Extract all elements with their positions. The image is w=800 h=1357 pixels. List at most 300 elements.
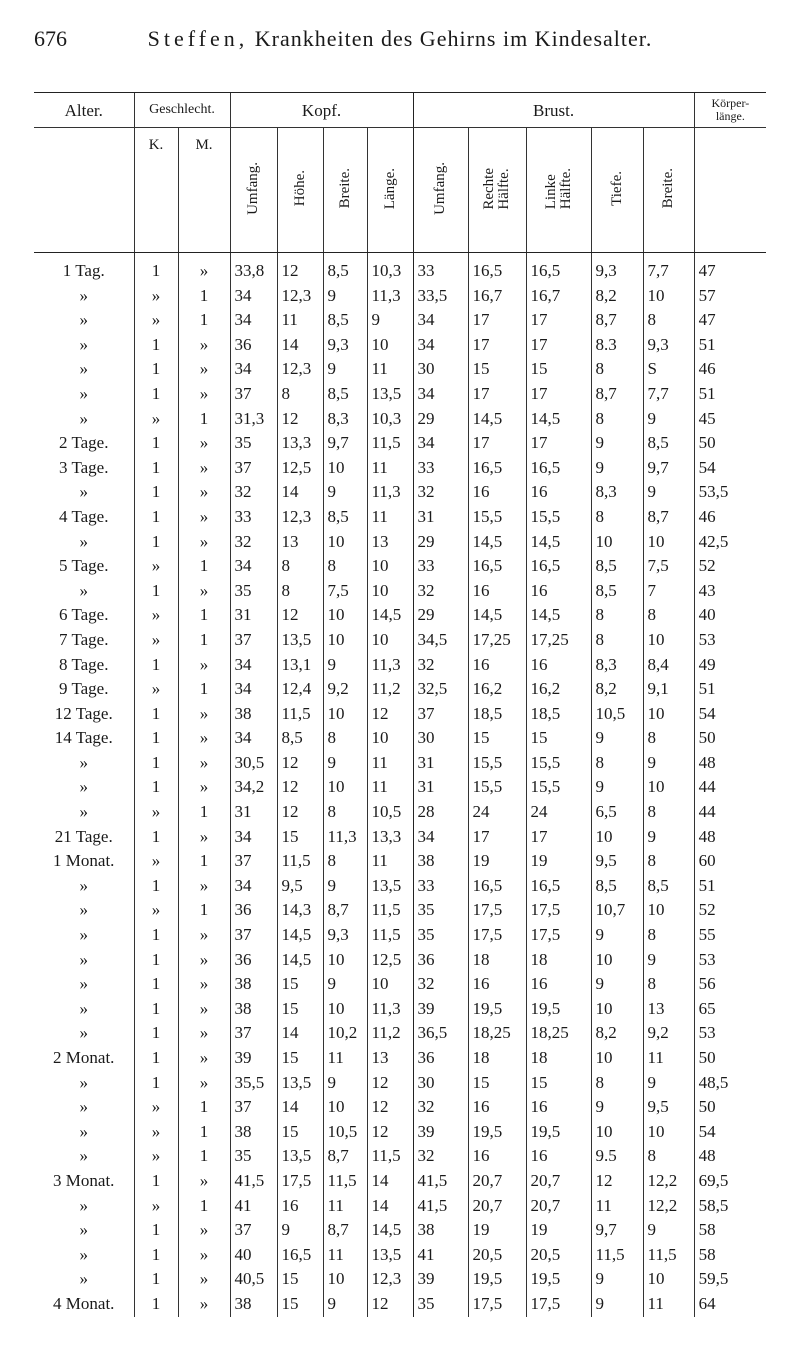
cell-kopf-laenge: 11,2 xyxy=(367,677,413,702)
cell-rechte-haelfte: 14,5 xyxy=(468,603,526,628)
cell-brust-breite: 11,5 xyxy=(643,1243,694,1268)
cell-kopf-laenge: 12,5 xyxy=(367,948,413,973)
cell-koerperlaenge: 46 xyxy=(694,505,766,530)
cell-rechte-haelfte: 17 xyxy=(468,382,526,407)
cell-kopf-hoehe: 14 xyxy=(277,1021,323,1046)
header-kopf-hoehe: Höhe. xyxy=(277,128,323,253)
cell-brust-breite: 8,4 xyxy=(643,653,694,678)
table-row xyxy=(34,1095,766,1120)
cell-m: 1 xyxy=(178,1144,230,1169)
cell-kopf-hoehe: 13,1 xyxy=(277,653,323,678)
cell-alter: » xyxy=(79,875,88,895)
cell-brust-umfang: 29 xyxy=(413,407,468,432)
cell-kopf-laenge: 10,3 xyxy=(367,407,413,432)
cell-k: » xyxy=(134,800,178,825)
table-row xyxy=(34,972,766,997)
cell-rechte-haelfte: 20,5 xyxy=(468,1243,526,1268)
table-row xyxy=(34,1218,766,1243)
cell-k: 1 xyxy=(134,505,178,530)
cell-rechte-haelfte: 16,5 xyxy=(468,874,526,899)
cell-kopf-hoehe: 12 xyxy=(277,407,323,432)
cell-linke-haelfte: 16,5 xyxy=(526,874,591,899)
cell-koerperlaenge: 64 xyxy=(694,1292,766,1317)
table-row xyxy=(34,1243,766,1268)
cell-m: » xyxy=(178,702,230,727)
cell-m: » xyxy=(178,1267,230,1292)
cell-kopf-laenge: 13 xyxy=(367,1046,413,1071)
cell-m: » xyxy=(178,825,230,850)
cell-linke-haelfte: 17 xyxy=(526,308,591,333)
cell-koerperlaenge: 42,5 xyxy=(694,530,766,555)
cell-tiefe: 9 xyxy=(591,431,643,456)
running-title-author: Steffen, xyxy=(147,26,249,51)
cell-k: » xyxy=(134,1194,178,1219)
cell-alter: 5 Tage. xyxy=(59,556,109,576)
cell-brust-umfang: 38 xyxy=(413,849,468,874)
cell-brust-umfang: 36 xyxy=(413,948,468,973)
cell-tiefe: 9 xyxy=(591,1292,643,1317)
cell-tiefe: 9,3 xyxy=(591,253,643,284)
cell-kopf-breite: 10 xyxy=(323,628,367,653)
header-alter: Alter. xyxy=(34,93,134,128)
cell-brust-breite: 9 xyxy=(643,1071,694,1096)
header-koerperlaenge-blank xyxy=(694,128,766,253)
cell-kopf-breite: 10 xyxy=(323,997,367,1022)
cell-m: 1 xyxy=(178,308,230,333)
cell-kopf-umfang: 34 xyxy=(230,874,277,899)
cell-kopf-laenge: 10,3 xyxy=(367,253,413,284)
cell-rechte-haelfte: 20,7 xyxy=(468,1194,526,1219)
cell-rechte-haelfte: 19,5 xyxy=(468,1267,526,1292)
cell-rechte-haelfte: 16 xyxy=(468,480,526,505)
cell-rechte-haelfte: 16,5 xyxy=(468,554,526,579)
cell-kopf-hoehe: 13 xyxy=(277,530,323,555)
cell-rechte-haelfte: 16,2 xyxy=(468,677,526,702)
cell-koerperlaenge: 69,5 xyxy=(694,1169,766,1194)
cell-kopf-hoehe: 12 xyxy=(277,800,323,825)
table-row xyxy=(34,253,766,284)
cell-rechte-haelfte: 16 xyxy=(468,972,526,997)
cell-koerperlaenge: 56 xyxy=(694,972,766,997)
cell-kopf-hoehe: 12,3 xyxy=(277,357,323,382)
cell-kopf-umfang: 32 xyxy=(230,480,277,505)
cell-brust-umfang: 39 xyxy=(413,997,468,1022)
cell-kopf-laenge: 14 xyxy=(367,1194,413,1219)
cell-brust-umfang: 39 xyxy=(413,1267,468,1292)
cell-m: » xyxy=(178,1169,230,1194)
cell-kopf-breite: 8,7 xyxy=(323,898,367,923)
cell-kopf-umfang: 34,2 xyxy=(230,775,277,800)
cell-kopf-hoehe: 16,5 xyxy=(277,1243,323,1268)
cell-tiefe: 8 xyxy=(591,357,643,382)
cell-brust-breite: 8 xyxy=(643,603,694,628)
cell-kopf-hoehe: 14 xyxy=(277,480,323,505)
cell-kopf-umfang: 36 xyxy=(230,948,277,973)
cell-brust-umfang: 33 xyxy=(413,554,468,579)
cell-kopf-hoehe: 12,4 xyxy=(277,677,323,702)
cell-linke-haelfte: 15 xyxy=(526,357,591,382)
cell-linke-haelfte: 16,2 xyxy=(526,677,591,702)
cell-m: 1 xyxy=(178,1095,230,1120)
cell-kopf-umfang: 34 xyxy=(230,825,277,850)
cell-m: » xyxy=(178,775,230,800)
cell-k: 1 xyxy=(134,1071,178,1096)
table-row xyxy=(34,849,766,874)
cell-m: » xyxy=(178,530,230,555)
cell-alter: 2 Tage. xyxy=(59,433,109,453)
cell-kopf-laenge: 10 xyxy=(367,628,413,653)
cell-kopf-laenge: 10 xyxy=(367,726,413,751)
cell-koerperlaenge: 51 xyxy=(694,677,766,702)
cell-alter: 14 Tage. xyxy=(54,728,113,748)
measurement-table xyxy=(34,92,766,1317)
cell-kopf-breite: 11 xyxy=(323,1243,367,1268)
cell-brust-breite: 10 xyxy=(643,898,694,923)
cell-rechte-haelfte: 16 xyxy=(468,1144,526,1169)
table-row xyxy=(34,333,766,358)
cell-linke-haelfte: 16,5 xyxy=(526,554,591,579)
cell-brust-breite: 9 xyxy=(643,407,694,432)
cell-rechte-haelfte: 16,7 xyxy=(468,284,526,309)
cell-m: 1 xyxy=(178,407,230,432)
cell-kopf-laenge: 12 xyxy=(367,1120,413,1145)
cell-kopf-laenge: 10,5 xyxy=(367,800,413,825)
cell-koerperlaenge: 48 xyxy=(694,1144,766,1169)
cell-m: » xyxy=(178,431,230,456)
cell-brust-umfang: 34,5 xyxy=(413,628,468,653)
cell-kopf-hoehe: 8 xyxy=(277,554,323,579)
cell-kopf-laenge: 10 xyxy=(367,579,413,604)
cell-alter: » xyxy=(79,802,88,822)
cell-koerperlaenge: 50 xyxy=(694,1046,766,1071)
cell-kopf-umfang: 38 xyxy=(230,972,277,997)
cell-rechte-haelfte: 17 xyxy=(468,825,526,850)
cell-k: 1 xyxy=(134,480,178,505)
cell-kopf-breite: 10 xyxy=(323,948,367,973)
cell-linke-haelfte: 16 xyxy=(526,653,591,678)
cell-m: 1 xyxy=(178,800,230,825)
cell-rechte-haelfte: 17 xyxy=(468,308,526,333)
cell-kopf-breite: 9 xyxy=(323,751,367,776)
table-row xyxy=(34,1194,766,1219)
cell-kopf-umfang: 37 xyxy=(230,923,277,948)
cell-kopf-laenge: 13,5 xyxy=(367,1243,413,1268)
cell-tiefe: 8 xyxy=(591,628,643,653)
cell-m: » xyxy=(178,382,230,407)
cell-tiefe: 9 xyxy=(591,775,643,800)
cell-brust-breite: 12,2 xyxy=(643,1169,694,1194)
cell-tiefe: 9,7 xyxy=(591,1218,643,1243)
cell-kopf-hoehe: 8 xyxy=(277,382,323,407)
cell-kopf-hoehe: 12,5 xyxy=(277,456,323,481)
cell-rechte-haelfte: 16,5 xyxy=(468,253,526,284)
cell-kopf-umfang: 37 xyxy=(230,1095,277,1120)
cell-rechte-haelfte: 18,5 xyxy=(468,702,526,727)
cell-m: 1 xyxy=(178,628,230,653)
cell-alter: 3 Monat. xyxy=(53,1170,115,1190)
cell-tiefe: 8,2 xyxy=(591,284,643,309)
cell-k: 1 xyxy=(134,357,178,382)
cell-linke-haelfte: 16 xyxy=(526,1095,591,1120)
cell-koerperlaenge: 53 xyxy=(694,948,766,973)
cell-tiefe: 11 xyxy=(591,1194,643,1219)
cell-alter: 7 Tage. xyxy=(59,629,109,649)
header-rechte-haelfte: Rechte Hälfte. xyxy=(468,128,526,253)
cell-kopf-umfang: 37 xyxy=(230,1218,277,1243)
cell-brust-breite: 10 xyxy=(643,775,694,800)
cell-kopf-hoehe: 14,3 xyxy=(277,898,323,923)
cell-tiefe: 12 xyxy=(591,1169,643,1194)
cell-kopf-hoehe: 15 xyxy=(277,1046,323,1071)
cell-linke-haelfte: 15,5 xyxy=(526,751,591,776)
cell-kopf-umfang: 34 xyxy=(230,653,277,678)
cell-brust-umfang: 30 xyxy=(413,1071,468,1096)
cell-k: 1 xyxy=(134,1292,178,1317)
cell-tiefe: 9 xyxy=(591,456,643,481)
cell-kopf-hoehe: 13,5 xyxy=(277,1071,323,1096)
cell-brust-umfang: 34 xyxy=(413,308,468,333)
cell-alter: » xyxy=(79,310,88,330)
cell-koerperlaenge: 48,5 xyxy=(694,1071,766,1096)
running-head xyxy=(34,20,766,54)
cell-brust-breite: 9 xyxy=(643,480,694,505)
cell-kopf-breite: 9 xyxy=(323,480,367,505)
cell-kopf-hoehe: 12,3 xyxy=(277,505,323,530)
cell-m: 1 xyxy=(178,554,230,579)
cell-tiefe: 10 xyxy=(591,1046,643,1071)
cell-kopf-breite: 10,5 xyxy=(323,1120,367,1145)
cell-rechte-haelfte: 19 xyxy=(468,1218,526,1243)
cell-koerperlaenge: 58 xyxy=(694,1218,766,1243)
cell-m: » xyxy=(178,1243,230,1268)
header-geschlecht: Geschlecht. xyxy=(134,93,230,128)
cell-k: 1 xyxy=(134,1243,178,1268)
cell-m: 1 xyxy=(178,677,230,702)
cell-linke-haelfte: 17 xyxy=(526,431,591,456)
cell-k: » xyxy=(134,677,178,702)
cell-alter: 8 Tage. xyxy=(59,654,109,674)
cell-kopf-umfang: 37 xyxy=(230,849,277,874)
cell-kopf-hoehe: 9 xyxy=(277,1218,323,1243)
cell-k: » xyxy=(134,1095,178,1120)
cell-kopf-breite: 9,2 xyxy=(323,677,367,702)
cell-alter: » xyxy=(79,482,88,502)
cell-rechte-haelfte: 19 xyxy=(468,849,526,874)
cell-k: » xyxy=(134,554,178,579)
cell-k: 1 xyxy=(134,382,178,407)
cell-kopf-breite: 10,2 xyxy=(323,1021,367,1046)
cell-tiefe: 8 xyxy=(591,603,643,628)
cell-brust-breite: 9 xyxy=(643,751,694,776)
table-row xyxy=(34,726,766,751)
cell-rechte-haelfte: 17,5 xyxy=(468,898,526,923)
cell-koerperlaenge: 44 xyxy=(694,775,766,800)
cell-tiefe: 8,7 xyxy=(591,308,643,333)
cell-brust-breite: 7,5 xyxy=(643,554,694,579)
cell-koerperlaenge: 50 xyxy=(694,726,766,751)
cell-kopf-laenge: 11,3 xyxy=(367,284,413,309)
cell-brust-breite: 10 xyxy=(643,1120,694,1145)
cell-kopf-hoehe: 17,5 xyxy=(277,1169,323,1194)
table-row xyxy=(34,357,766,382)
header-kopf-umfang: Umfang. xyxy=(230,128,277,253)
cell-m: » xyxy=(178,1021,230,1046)
cell-kopf-umfang: 34 xyxy=(230,284,277,309)
cell-rechte-haelfte: 15,5 xyxy=(468,505,526,530)
cell-brust-umfang: 32 xyxy=(413,653,468,678)
cell-k: 1 xyxy=(134,253,178,284)
cell-kopf-umfang: 36 xyxy=(230,898,277,923)
cell-k: 1 xyxy=(134,456,178,481)
cell-rechte-haelfte: 17 xyxy=(468,333,526,358)
cell-linke-haelfte: 16,5 xyxy=(526,253,591,284)
cell-kopf-hoehe: 14,5 xyxy=(277,948,323,973)
cell-m: » xyxy=(178,1046,230,1071)
cell-m: 1 xyxy=(178,284,230,309)
header-brust-breite: Breite. xyxy=(643,128,694,253)
table-row xyxy=(34,702,766,727)
cell-alter: 12 Tage. xyxy=(54,703,113,723)
cell-m: » xyxy=(178,1071,230,1096)
cell-tiefe: 8.3 xyxy=(591,333,643,358)
cell-kopf-hoehe: 8,5 xyxy=(277,726,323,751)
cell-brust-umfang: 31 xyxy=(413,775,468,800)
cell-kopf-breite: 7,5 xyxy=(323,579,367,604)
cell-m: » xyxy=(178,751,230,776)
cell-kopf-umfang: 35 xyxy=(230,579,277,604)
cell-linke-haelfte: 16 xyxy=(526,480,591,505)
cell-alter: 1 Monat. xyxy=(53,851,115,871)
cell-brust-umfang: 38 xyxy=(413,1218,468,1243)
cell-kopf-laenge: 11,2 xyxy=(367,1021,413,1046)
cell-brust-umfang: 35 xyxy=(413,923,468,948)
cell-k: 1 xyxy=(134,1169,178,1194)
cell-alter: » xyxy=(79,1146,88,1166)
cell-tiefe: 10 xyxy=(591,1120,643,1145)
cell-kopf-breite: 8,7 xyxy=(323,1218,367,1243)
cell-kopf-breite: 11 xyxy=(323,1046,367,1071)
cell-alter: 1 Tag. xyxy=(62,261,105,280)
cell-k: » xyxy=(134,1144,178,1169)
cell-tiefe: 8,3 xyxy=(591,480,643,505)
cell-tiefe: 10 xyxy=(591,948,643,973)
cell-kopf-breite: 10 xyxy=(323,530,367,555)
table-row xyxy=(34,456,766,481)
cell-brust-umfang: 34 xyxy=(413,382,468,407)
cell-kopf-breite: 9,3 xyxy=(323,333,367,358)
cell-rechte-haelfte: 18 xyxy=(468,948,526,973)
cell-brust-breite: 10 xyxy=(643,702,694,727)
cell-alter: 9 Tage. xyxy=(59,679,109,699)
cell-alter: 4 Tage. xyxy=(59,506,109,526)
cell-brust-umfang: 41,5 xyxy=(413,1169,468,1194)
cell-k: 1 xyxy=(134,653,178,678)
cell-brust-breite: 9 xyxy=(643,1218,694,1243)
cell-brust-breite: 7,7 xyxy=(643,382,694,407)
cell-kopf-breite: 9 xyxy=(323,1071,367,1096)
cell-k: 1 xyxy=(134,530,178,555)
cell-koerperlaenge: 50 xyxy=(694,431,766,456)
cell-brust-umfang: 37 xyxy=(413,702,468,727)
cell-rechte-haelfte: 15,5 xyxy=(468,775,526,800)
cell-kopf-umfang: 37 xyxy=(230,456,277,481)
cell-tiefe: 6,5 xyxy=(591,800,643,825)
cell-kopf-laenge: 10 xyxy=(367,554,413,579)
cell-linke-haelfte: 18 xyxy=(526,948,591,973)
cell-m: » xyxy=(178,726,230,751)
cell-k: 1 xyxy=(134,751,178,776)
cell-brust-umfang: 34 xyxy=(413,431,468,456)
cell-brust-umfang: 32 xyxy=(413,1144,468,1169)
cell-koerperlaenge: 51 xyxy=(694,382,766,407)
cell-linke-haelfte: 17,5 xyxy=(526,923,591,948)
cell-brust-breite: 9,2 xyxy=(643,1021,694,1046)
cell-kopf-breite: 9,3 xyxy=(323,923,367,948)
cell-brust-umfang: 29 xyxy=(413,530,468,555)
cell-kopf-hoehe: 13,5 xyxy=(277,628,323,653)
table-row xyxy=(34,800,766,825)
header-k: K. xyxy=(134,128,178,253)
cell-k: 1 xyxy=(134,579,178,604)
table-row xyxy=(34,407,766,432)
cell-brust-umfang: 31 xyxy=(413,505,468,530)
cell-m: 1 xyxy=(178,1120,230,1145)
cell-kopf-breite: 10 xyxy=(323,1095,367,1120)
cell-brust-umfang: 32 xyxy=(413,579,468,604)
running-title xyxy=(34,26,766,52)
cell-kopf-umfang: 34 xyxy=(230,554,277,579)
cell-kopf-hoehe: 9,5 xyxy=(277,874,323,899)
table-row xyxy=(34,480,766,505)
table-row xyxy=(34,505,766,530)
cell-koerperlaenge: 53 xyxy=(694,1021,766,1046)
header-kopf-laenge: Länge. xyxy=(367,128,413,253)
cell-kopf-umfang: 40,5 xyxy=(230,1267,277,1292)
cell-k: 1 xyxy=(134,923,178,948)
cell-linke-haelfte: 15,5 xyxy=(526,505,591,530)
cell-brust-breite: 8 xyxy=(643,972,694,997)
cell-brust-breite: 10 xyxy=(643,530,694,555)
cell-kopf-hoehe: 15 xyxy=(277,1267,323,1292)
cell-koerperlaenge: 45 xyxy=(694,407,766,432)
cell-alter: » xyxy=(79,1097,88,1117)
cell-m: » xyxy=(178,456,230,481)
cell-brust-breite: 9,5 xyxy=(643,1095,694,1120)
cell-tiefe: 8 xyxy=(591,751,643,776)
cell-kopf-breite: 11,3 xyxy=(323,825,367,850)
header-koerperlaenge xyxy=(694,93,766,128)
cell-m: » xyxy=(178,579,230,604)
header-kopf: Kopf. xyxy=(230,93,413,128)
cell-koerperlaenge: 40 xyxy=(694,603,766,628)
cell-linke-haelfte: 17,5 xyxy=(526,898,591,923)
table-row xyxy=(34,1071,766,1096)
cell-linke-haelfte: 15,5 xyxy=(526,775,591,800)
cell-koerperlaenge: 59,5 xyxy=(694,1267,766,1292)
cell-k: » xyxy=(134,308,178,333)
cell-linke-haelfte: 19,5 xyxy=(526,1267,591,1292)
page-number: 676 xyxy=(34,26,67,51)
cell-kopf-hoehe: 15 xyxy=(277,1120,323,1145)
cell-kopf-laenge: 12 xyxy=(367,1095,413,1120)
table-row xyxy=(34,1169,766,1194)
cell-m: » xyxy=(178,357,230,382)
cell-alter: » xyxy=(79,925,88,945)
cell-kopf-umfang: 38 xyxy=(230,702,277,727)
cell-kopf-breite: 9 xyxy=(323,874,367,899)
cell-kopf-hoehe: 15 xyxy=(277,1292,323,1317)
running-title-text: Krankheiten des Gehirns im Kindesalter. xyxy=(254,26,653,51)
